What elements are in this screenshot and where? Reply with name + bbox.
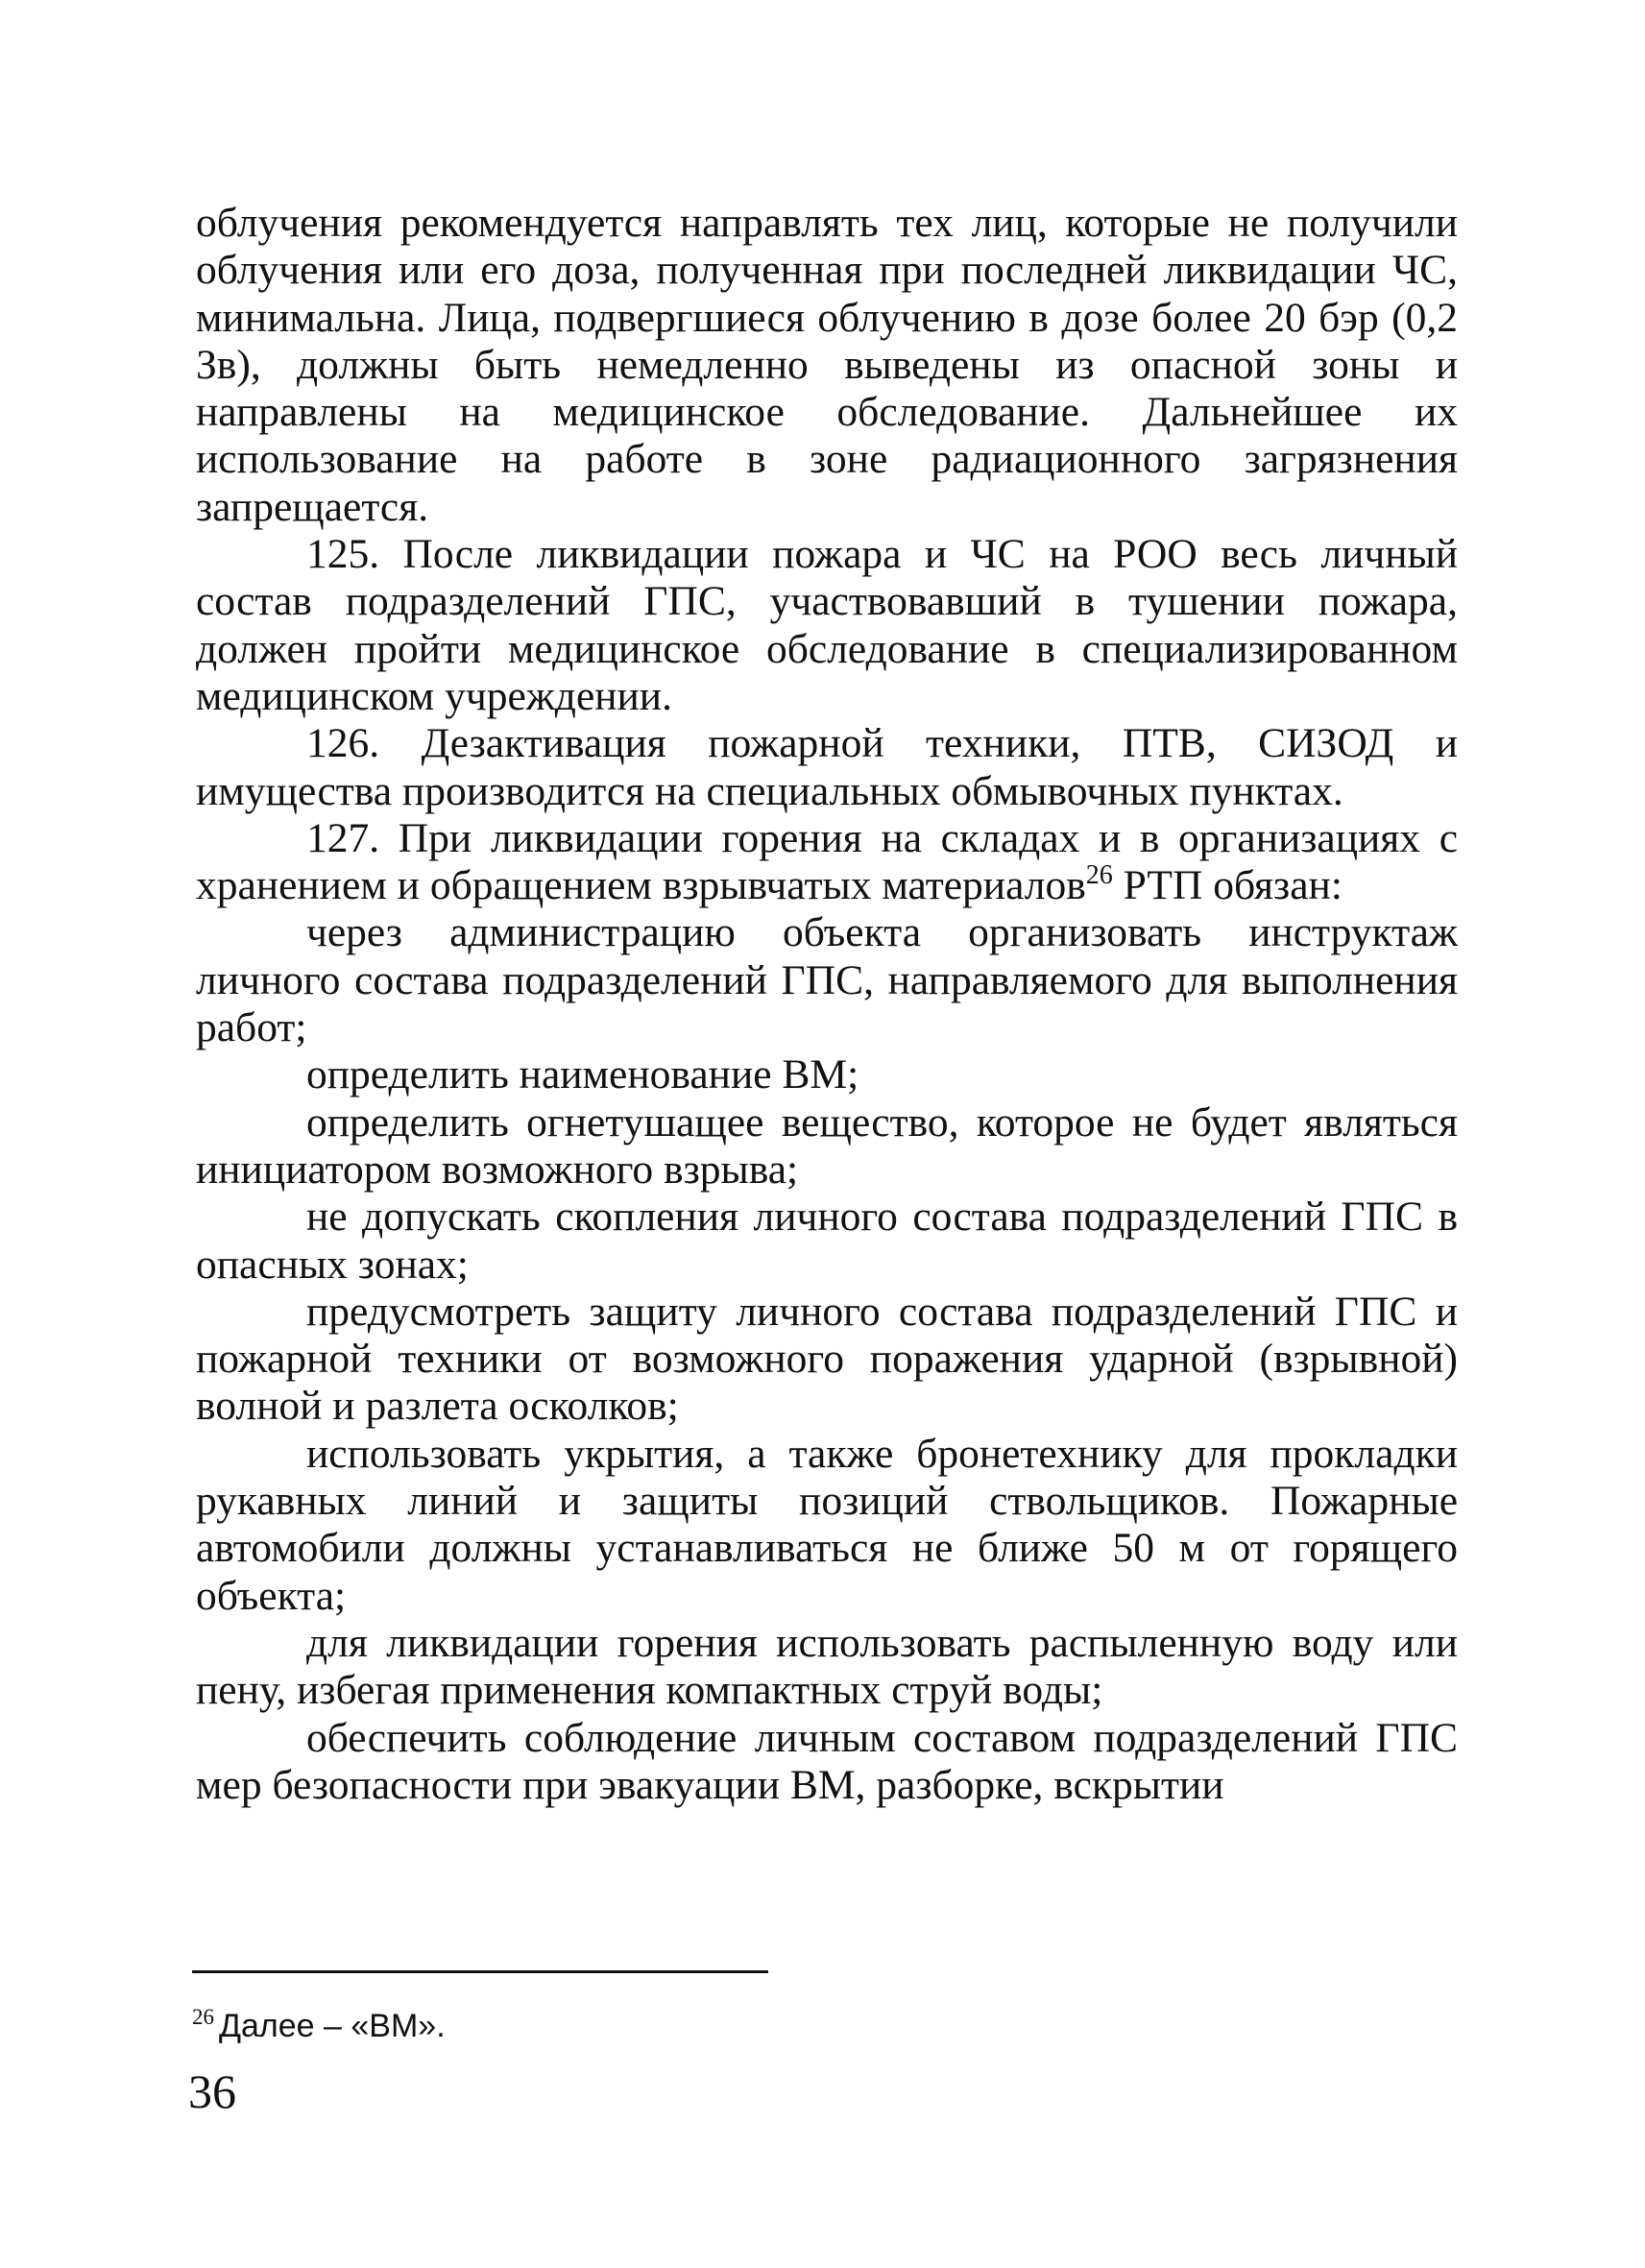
list-item: не допускать скопления личного состава подразделений ГПС в опасных зонах; xyxy=(196,1194,1458,1288)
list-item: предусмотреть защиту личного состава подразделений ГПС и пожарной техники от возможного поражения ударной (взрывной) волной и разлета осколков; xyxy=(196,1288,1458,1430)
list-item: определить огнетушащее вещество, которое не будет являться инициатором возможного взрыва; xyxy=(196,1098,1458,1193)
paragraph-continuation: облучения рекомендуется направлять тех лиц, которые не получили облучения или его доза, полученная при последней ликвидации ЧС, минимальна. Лица, подвергшиеся облучению в дозе более 20 бэр (0,2 Зв), должны быть немедленно выведены из опасной зоны и направлены на медицинское обследование. Дальнейшее их использование на работе в зоне радиационного загрязнения запрещается. xyxy=(196,200,1458,530)
list-item: обеспечить соблюдение личным составом подразделений ГПС мер безопасности при эвакуации ВМ, разборке, вскрытии xyxy=(196,1714,1458,1808)
footnote-text: Далее – «ВМ». xyxy=(219,2008,446,2044)
list-item: определить наименование ВМ; xyxy=(306,1051,859,1098)
body-text xyxy=(196,200,1458,1809)
footnote-reference: 26 xyxy=(1085,860,1113,891)
list-item: через администрацию объекта организовать инструктаж личного состава подразделений ГПС, направляемого для выполнения работ; xyxy=(196,909,1458,1051)
footnote xyxy=(192,2007,446,2045)
list-item: использовать укрытия, а также бронетехнику для прокладки рукавных линий и защиты позиций ствольщиков. Пожарные автомобили должны устанавливаться не ближе 50 м от горящего объекта; xyxy=(196,1430,1458,1619)
paragraph-127-text-end: РТП обязан: xyxy=(1112,862,1343,909)
footnote-divider xyxy=(192,1970,768,1973)
footnote-number: 26 xyxy=(192,2005,214,2029)
paragraph-127-text: 127. При ликвидации горения на складах и в организациях с хранением и обращением взрывчатых материалов xyxy=(196,814,1458,909)
list-item: для ликвидации горения использовать распыленную воду или пену, избегая применения компактных струй воды; xyxy=(196,1619,1458,1714)
paragraph-125: 125. После ликвидации пожара и ЧС на РОО весь личный состав подразделений ГПС, участвовавший в тушении пожара, должен пройти медицинское обследование в специализированном медицинском учреждении. xyxy=(196,531,1458,719)
page-number: 36 xyxy=(188,2064,236,2118)
paragraph-127 xyxy=(196,815,1458,910)
paragraph-126: 126. Дезактивация пожарной техники, ПТВ, СИЗОД и имущества производится на специальных обмывочных пунктах. xyxy=(196,720,1458,814)
